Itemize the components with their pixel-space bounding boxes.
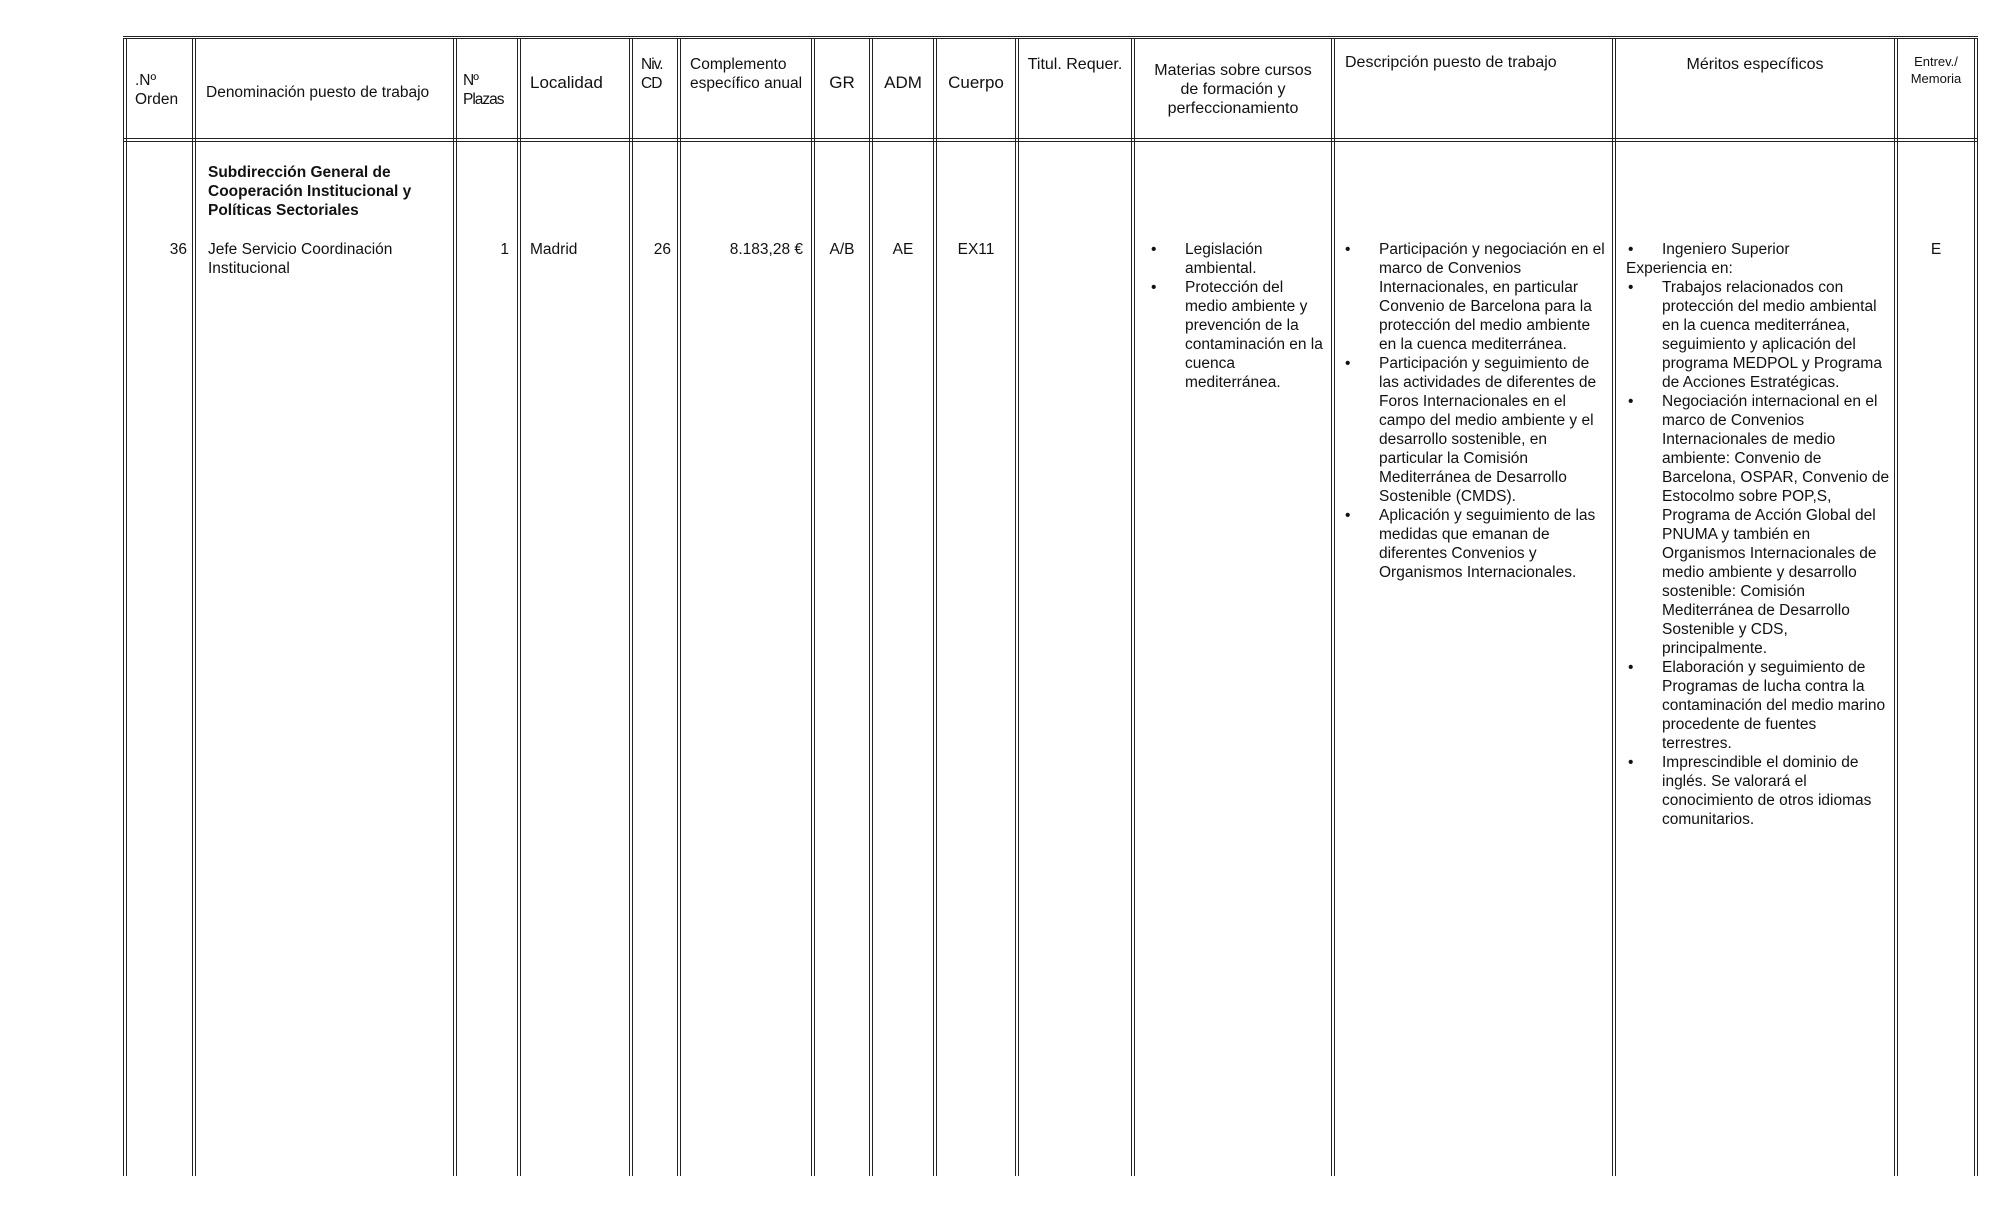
list-item: • Aplicación y seguimiento de las medidas que emanan de diferentes Convenios y Organismos Internacionales. (1337, 506, 1609, 582)
column-divider (453, 39, 457, 1176)
header-plazas: Nº Plazas (463, 72, 504, 108)
gr-value: A/B (829, 241, 855, 258)
column-divider (869, 39, 873, 1176)
list-item: • Elaboración y seguimiento de Programas de lucha contra la contaminación del medio marino procedente de fuentes terrestres. (1620, 658, 1890, 753)
column-divider (192, 39, 196, 1176)
header-divider (123, 138, 1978, 142)
header-descripcion: Descripción puesto de trabajo (1345, 54, 1557, 71)
orden-value: 36 (169, 241, 187, 258)
column-divider (1331, 39, 1335, 1176)
header-adm: ADM (884, 73, 922, 92)
header-nivel: Niv. CD (641, 56, 663, 92)
adm-value: AE (892, 241, 914, 258)
header-gr: GR (829, 73, 855, 92)
meritos-cell (1620, 240, 1890, 829)
list-item: • Negociación internacional en el marco de Convenios Internacionales de medio ambiente: Convenio de Barcelona, OSPAR, Convenio de Estocolmo sobre POP,S, Programa de Acción Global del PNUMA y también en Organismos Internacionales de medio ambiente y desarrollo sostenible: Comisión Mediterránea de Desarrollo Sostenible y CDS, principalmente. (1620, 392, 1890, 658)
list-item: • Imprescindible el dominio de inglés. Se valorará el conocimiento de otros idiomas comunitarios. (1620, 753, 1890, 829)
descripcion-list (1337, 240, 1609, 582)
column-divider (123, 39, 127, 1176)
header-complemento: Complemento específico anual (690, 56, 803, 92)
column-divider (629, 39, 633, 1176)
materias-list (1143, 240, 1323, 392)
column-divider (933, 39, 937, 1176)
header-materias: Materias sobre cursos de formación y perfeccionamiento (1154, 62, 1312, 117)
column-divider (811, 39, 815, 1176)
column-divider (677, 39, 681, 1176)
nivel-value: 26 (653, 241, 671, 258)
plazas-value: 1 (500, 241, 509, 258)
denominacion-value: Jefe Servicio Coordinación Institucional (208, 241, 393, 277)
header-cuerpo: Cuerpo (948, 73, 1004, 92)
header-titulacion: Titul. Requer. (1027, 56, 1123, 73)
column-divider (517, 39, 521, 1176)
list-item: • Legislación ambiental. (1143, 240, 1323, 278)
header-localidad: Localidad (530, 73, 603, 92)
complemento-value: 8.183,28 € (729, 241, 803, 258)
list-item: • Trabajos relacionados con protección del medio ambiental en la cuenca mediterránea, seguimiento y aplicación del programa MEDPOL y Programa de Acciones Estratégicas. (1620, 278, 1890, 392)
list-item: • Ingeniero Superior (1620, 240, 1890, 259)
column-divider (1131, 39, 1135, 1176)
entrevista-value: E (1930, 241, 1942, 258)
header-entrevista: Entrev./ Memoria (1910, 54, 1962, 86)
column-divider (1015, 39, 1019, 1176)
list-item: • Participación y negociación en el marco de Convenios Internacionales, en particular Convenio de Barcelona para la protección del medio ambiente en la cuenca mediterránea. (1337, 240, 1609, 354)
localidad-value: Madrid (530, 241, 578, 258)
section-title: Subdirección General de Cooperación Institucional y Políticas Sectoriales (208, 164, 412, 219)
meritos-subtitle: Experiencia en: (1626, 260, 1733, 277)
column-divider (1894, 39, 1898, 1176)
header-denominacion: Denominación puesto de trabajo (206, 84, 430, 101)
column-divider (1612, 39, 1616, 1176)
column-divider (1974, 39, 1978, 1176)
header-orden: .Nº Orden (135, 72, 179, 108)
list-item: • Protección del medio ambiente y prevención de la contaminación en la cuenca mediterránea. (1143, 278, 1323, 392)
cuerpo-value: EX11 (957, 241, 995, 258)
header-meritos: Méritos específicos (1686, 56, 1824, 73)
list-item: • Participación y seguimiento de las actividades de diferentes de Foros Internacionales en el campo del medio ambiente y el desarrollo sostenible, en particular la Comisión Mediterránea de Desarrollo Sostenible (CMDS). (1337, 354, 1609, 506)
job-positions-table (123, 36, 1978, 1176)
